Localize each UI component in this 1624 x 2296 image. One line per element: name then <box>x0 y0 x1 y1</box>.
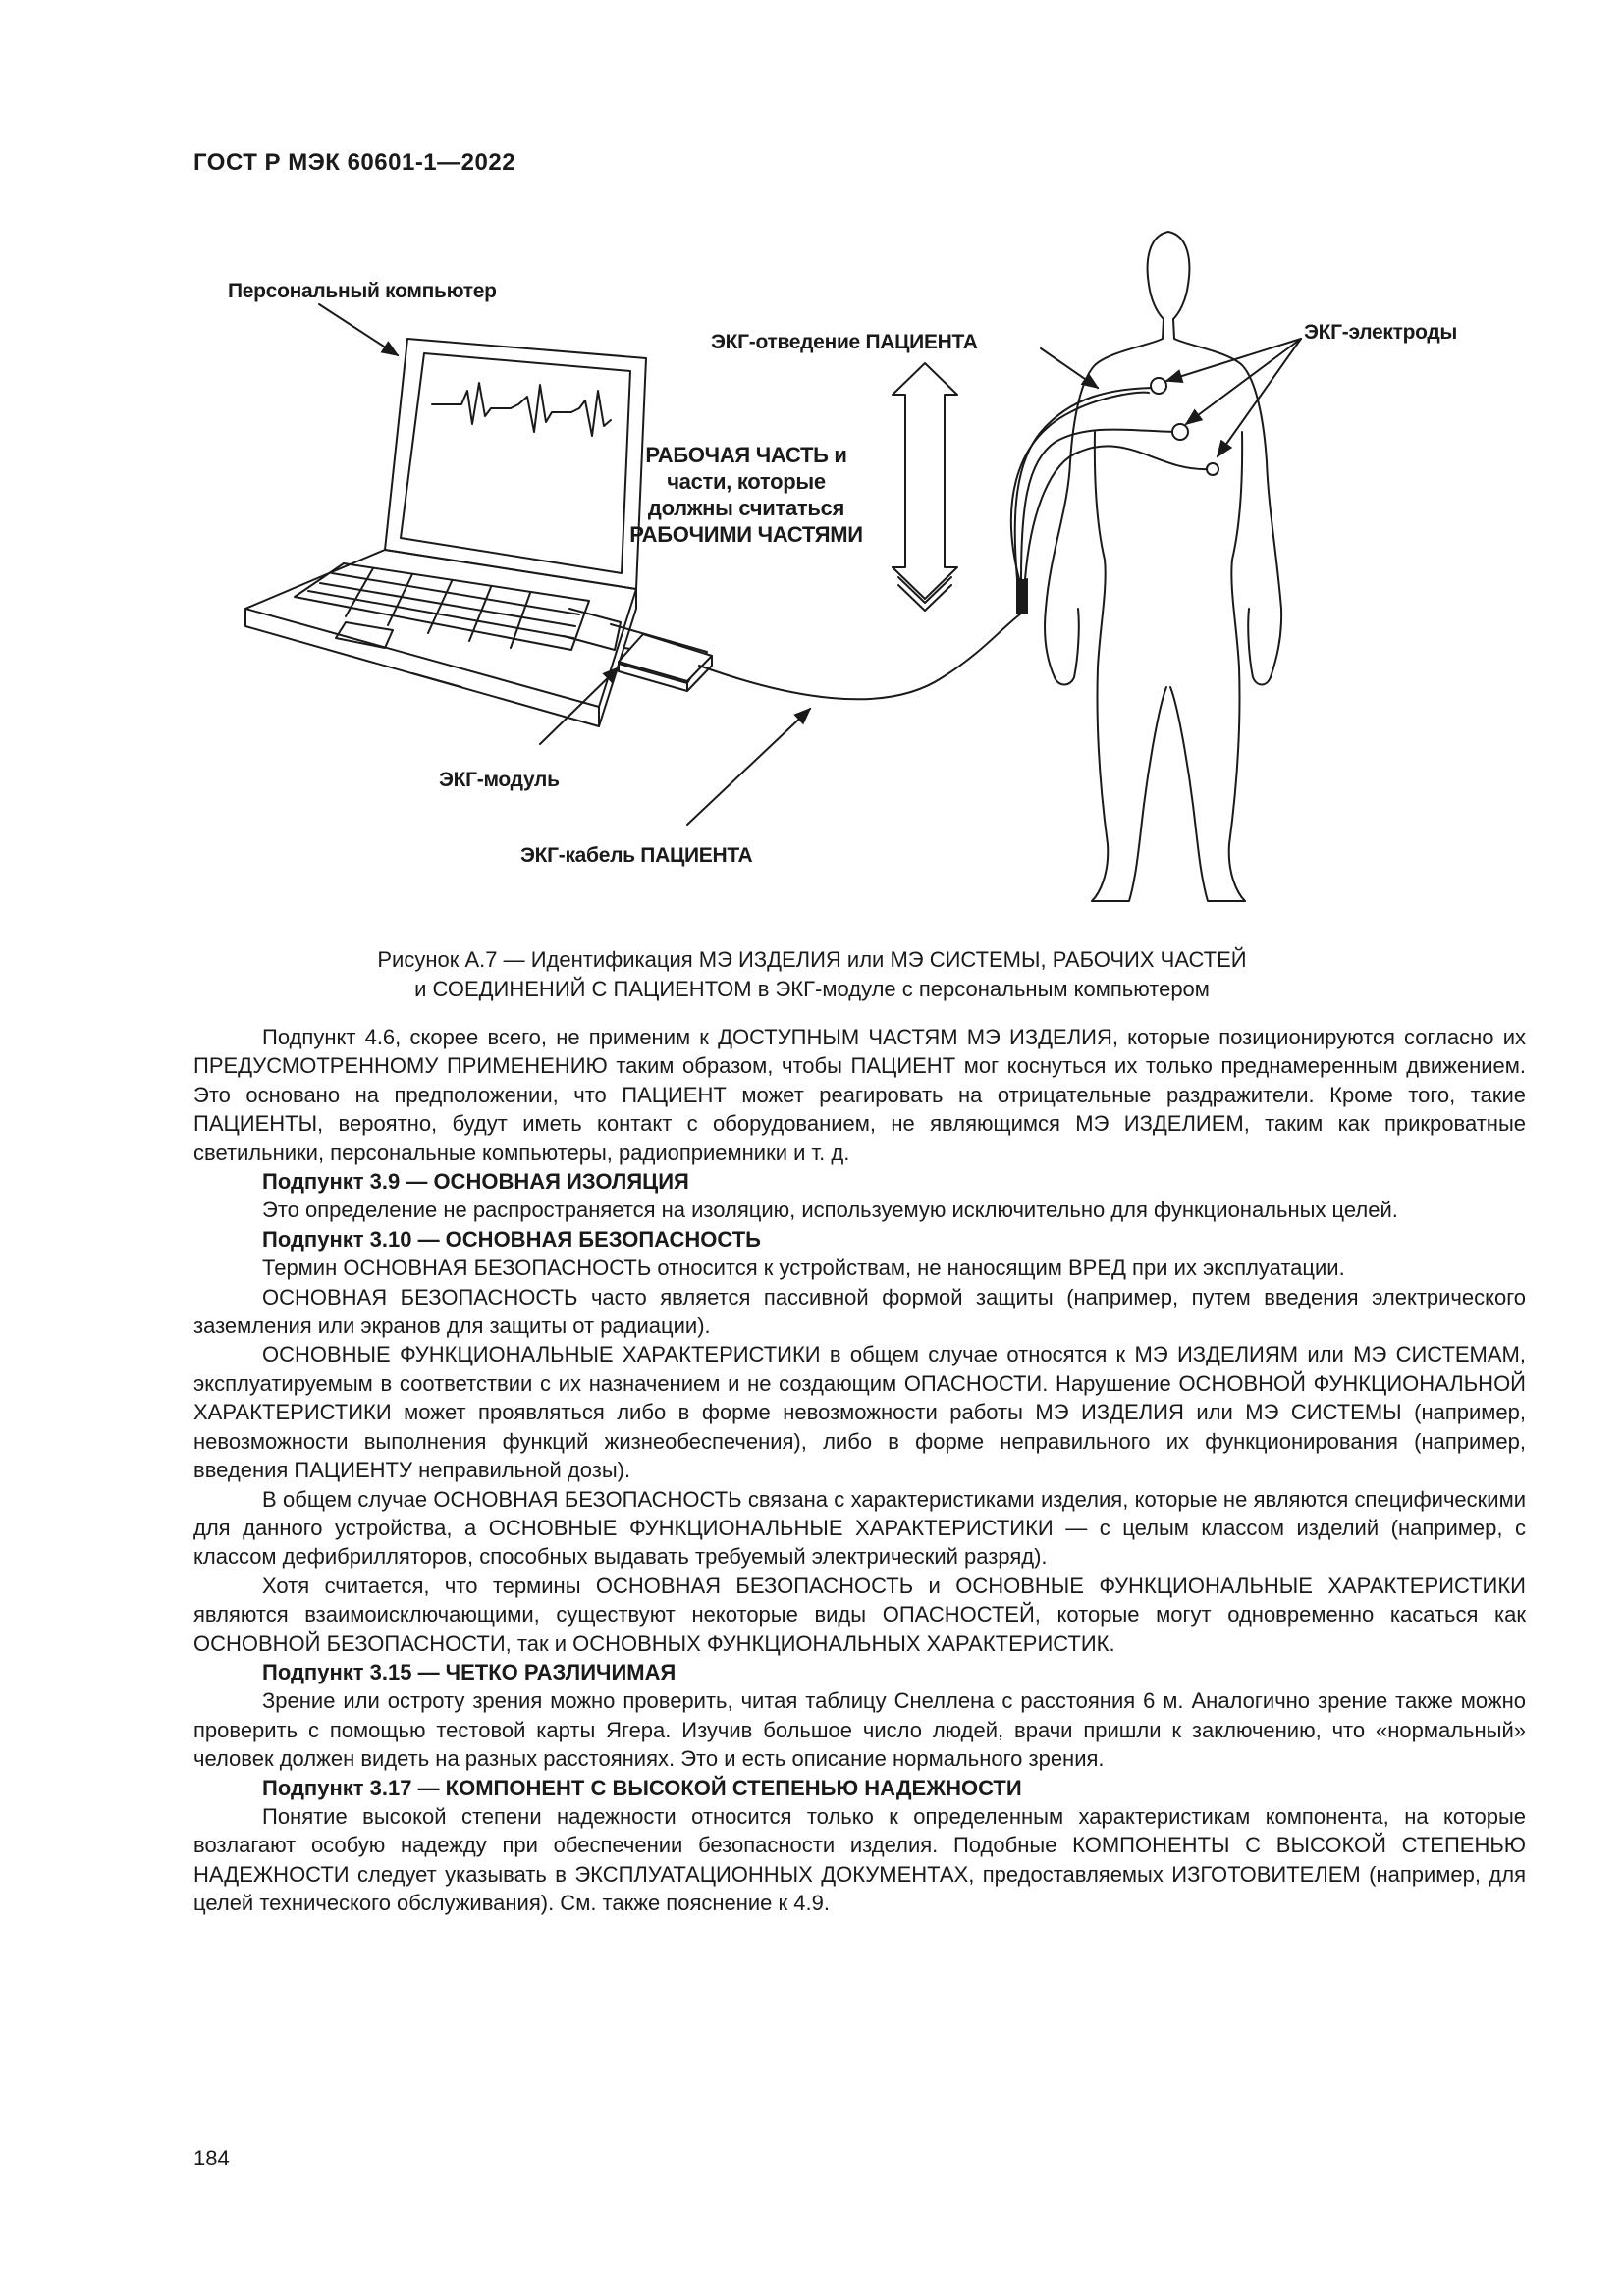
label-personal-computer: Персональный компьютер <box>228 280 497 302</box>
document-header: ГОСТ Р МЭК 60601-1—2022 <box>193 149 516 176</box>
label-ecg-cable: ЭКГ-кабель ПАЦИЕНТА <box>520 844 753 867</box>
page-number: 184 <box>193 2146 230 2170</box>
label-ecg-electrodes: ЭКГ-электроды <box>1304 321 1458 344</box>
body-paragraph: Понятие высокой степени надежности относится только к определенным характеристикам компонента, на которые возлагают особую надежду при обеспечении безопасности изделия. Подобные КОМПОНЕНТЫ С ВЫСОКОЙ СТЕПЕНЬЮ НАДЕЖНОСТИ следует указывать в ЭКСПЛУАТАЦИОННЫХ ДОКУМЕНТАХ, предоставляемых ИЗГОТОВИТЕЛЕМ (например, для целей технического обслуживания). См. также пояснение к 4.9. <box>193 1803 1526 1916</box>
figure-caption-line-1: Рисунок А.7 — Идентификация МЭ ИЗДЕЛИЯ или МЭ СИСТЕМЫ, РАБОЧИХ ЧАСТЕЙ <box>377 947 1247 972</box>
human-body-drawing <box>1045 232 1281 901</box>
subclause-heading: Подпункт 3.17 — КОМПОНЕНТ С ВЫСОКОЙ СТЕПЕНЬЮ НАДЕЖНОСТИ <box>262 1775 1022 1800</box>
subclause-heading: Подпункт 3.9 — ОСНОВНАЯ ИЗОЛЯЦИЯ <box>262 1169 689 1195</box>
body-paragraph: В общем случае ОСНОВНАЯ БЕЗОПАСНОСТЬ связана с характеристиками изделия, которые не являются специфическими для данного устройства, а ОСНОВНЫЕ ФУНКЦИОНАЛЬНЫЕ ХАРАКТЕРИСТИКИ — с целым классом изделий (например, с классом дефибрилляторов, способных выдавать требуемый электрический разряд). <box>193 1486 1526 1570</box>
body-paragraph: ОСНОВНАЯ БЕЗОПАСНОСТЬ часто является пассивной формой защиты (например, путем введения электрического заземления или экранов для защиты от радиации). <box>193 1284 1526 1339</box>
body-paragraph: Подпункт 4.6, скорее всего, не применим к ДОСТУПНЫМ ЧАСТЯМ МЭ ИЗДЕЛИЯ, которые позиционируются согласно их ПРЕДУСМОТРЕННОМУ ПРИМЕНЕНИЮ таким образом, чтобы ПАЦИЕНТ мог коснуться их только преднамеренным движением. Это основано на предположении, что ПАЦИЕНТ может реагировать на отрицательные раздражители. Кроме того, такие ПАЦИЕНТЫ, вероятно, будут иметь контакт с оборудованием, не являющимся МЭ ИЗДЕЛИЕМ, таким как прикроватные светильники, персональные компьютеры, радиоприемники и т. д. <box>193 1025 1526 1165</box>
subclause-heading: Подпункт 3.10 — ОСНОВНАЯ БЕЗОПАСНОСТЬ <box>262 1226 761 1252</box>
applied-part-line-3: должны считаться <box>647 496 845 520</box>
body-paragraph: Хотя считается, что термины ОСНОВНАЯ БЕЗОПАСНОСТЬ и ОСНОВНЫЕ ФУНКЦИОНАЛЬНЫЕ ХАРАКТЕРИСТИКИ являются взаимоисключающими, существуют некоторые виды ОПАСНОСТЕЙ, которые могут одновременно касаться как ОСНОВНОЙ БЕЗОПАСНОСТИ, так и ОСНОВНЫХ ФУНКЦИОНАЛЬНЫХ ХАРАКТЕРИСТИК. <box>193 1573 1526 1656</box>
label-ecg-lead: ЭКГ-отведение ПАЦИЕНТА <box>711 331 978 353</box>
document-body <box>193 1023 1526 1918</box>
figure-caption-line-2: и СОЕДИНЕНИЙ С ПАЦИЕНТОМ в ЭКГ-модуле с персональным компьютером <box>414 977 1210 1001</box>
label-applied-part <box>609 442 884 548</box>
body-paragraph: Зрение или остроту зрения можно проверить, читая таблицу Снеллена с расстояния 6 м. Аналогично зрение также можно проверить с помощью тестовой карты Ягера. Изучив большое число людей, врачи пришли к заключению, что «нормальный» человек должен видеть на разных расстояниях. Это и есть описание нормального зрения. <box>193 1688 1526 1772</box>
ecg-cable-line <box>699 614 1021 699</box>
applied-part-line-1: РАБОЧАЯ ЧАСТЬ и <box>645 443 847 467</box>
applied-part-line-4: РАБОЧИМИ ЧАСТЯМИ <box>629 522 863 547</box>
subclause-heading: Подпункт 3.15 — ЧЕТКО РАЗЛИЧИМАЯ <box>262 1659 677 1684</box>
body-paragraph: Это определение не распространяется на изоляцию, используемую исключительно для функциональных целей. <box>262 1198 1398 1223</box>
applied-part-line-2: части, которые <box>667 469 826 494</box>
body-paragraph: ОСНОВНЫЕ ФУНКЦИОНАЛЬНЫЕ ХАРАКТЕРИСТИКИ в общем случае относятся к МЭ ИЗДЕЛИЯМ или МЭ СИСТЕМАМ, эксплуатируемым в соответствии с их назначением и не создающим ОПАСНОСТИ. Нарушение ОСНОВНОЙ ФУНКЦИОНАЛЬНОЙ ХАРАКТЕРИСТИКИ может проявляться либо в форме невозможности работы МЭ ИЗДЕЛИЯ или МЭ СИСТЕМЫ (например, невозможности выполнения функций жизнеобеспечения), либо в форме неправильного их функционирования (например, введения ПАЦИЕНТУ неправильной дозы). <box>193 1342 1526 1483</box>
label-ecg-module: ЭКГ-модуль <box>439 769 560 791</box>
body-paragraph: Термин ОСНОВНАЯ БЕЗОПАСНОСТЬ относится к устройствам, не наносящим ВРЕД при их эксплуатации. <box>262 1255 1345 1281</box>
